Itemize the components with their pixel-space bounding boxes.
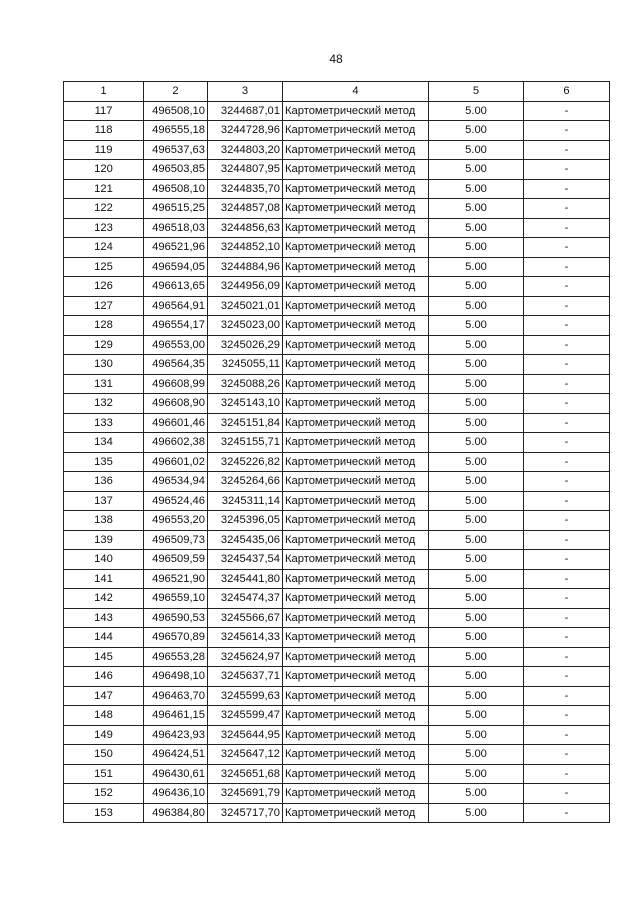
- table-row: [64, 647, 610, 667]
- table-row: [64, 433, 610, 453]
- description-cell: -: [524, 589, 610, 609]
- table-row: [64, 218, 610, 238]
- point-number-cell: 129: [64, 335, 144, 355]
- x-coordinate-cell: 496503,85: [144, 160, 208, 180]
- y-coordinate-cell: 3245437,54: [208, 550, 283, 570]
- description-cell: -: [524, 335, 610, 355]
- accuracy-cell: 5.00: [429, 238, 524, 258]
- point-number-cell: 132: [64, 394, 144, 414]
- x-coordinate-cell: 496424,51: [144, 745, 208, 765]
- y-coordinate-cell: 3245614,33: [208, 628, 283, 648]
- accuracy-cell: 5.00: [429, 335, 524, 355]
- point-number-cell: 146: [64, 667, 144, 687]
- y-coordinate-cell: 3244835,70: [208, 179, 283, 199]
- x-coordinate-cell: 496509,59: [144, 550, 208, 570]
- table-row: [64, 803, 610, 823]
- table-row: [64, 550, 610, 570]
- y-coordinate-cell: 3245021,01: [208, 296, 283, 316]
- accuracy-cell: 5.00: [429, 121, 524, 141]
- page-number: 48: [329, 52, 343, 66]
- description-cell: -: [524, 784, 610, 804]
- point-number-cell: 125: [64, 257, 144, 277]
- column-header-1: 1: [64, 82, 144, 102]
- table-row: [64, 686, 610, 706]
- description-cell: -: [524, 257, 610, 277]
- table-row: [64, 569, 610, 589]
- x-coordinate-cell: 496613,65: [144, 277, 208, 297]
- x-coordinate-cell: 496601,46: [144, 413, 208, 433]
- x-coordinate-cell: 496463,70: [144, 686, 208, 706]
- description-cell: -: [524, 121, 610, 141]
- method-cell: Картометрический метод: [283, 140, 429, 160]
- y-coordinate-cell: 3245143,10: [208, 394, 283, 414]
- y-coordinate-cell: 3245311,14: [208, 491, 283, 511]
- point-number-cell: 120: [64, 160, 144, 180]
- accuracy-cell: 5.00: [429, 374, 524, 394]
- description-cell: -: [524, 433, 610, 453]
- description-cell: -: [524, 452, 610, 472]
- point-number-cell: 149: [64, 725, 144, 745]
- point-number-cell: 152: [64, 784, 144, 804]
- y-coordinate-cell: 3245651,68: [208, 764, 283, 784]
- method-cell: Картометрический метод: [283, 335, 429, 355]
- method-cell: Картометрический метод: [283, 803, 429, 823]
- accuracy-cell: 5.00: [429, 667, 524, 687]
- point-number-cell: 138: [64, 511, 144, 531]
- y-coordinate-cell: 3245647,12: [208, 745, 283, 765]
- description-cell: -: [524, 667, 610, 687]
- table-row: [64, 238, 610, 258]
- accuracy-cell: 5.00: [429, 589, 524, 609]
- accuracy-cell: 5.00: [429, 179, 524, 199]
- point-number-cell: 124: [64, 238, 144, 258]
- method-cell: Картометрический метод: [283, 608, 429, 628]
- y-coordinate-cell: 3245088,26: [208, 374, 283, 394]
- x-coordinate-cell: 496594,05: [144, 257, 208, 277]
- method-cell: Картометрический метод: [283, 160, 429, 180]
- table-row: [64, 335, 610, 355]
- point-number-cell: 123: [64, 218, 144, 238]
- accuracy-cell: 5.00: [429, 355, 524, 375]
- method-cell: Картометрический метод: [283, 667, 429, 687]
- method-cell: Картометрический метод: [283, 511, 429, 531]
- point-number-cell: 135: [64, 452, 144, 472]
- description-cell: -: [524, 511, 610, 531]
- method-cell: Картометрический метод: [283, 121, 429, 141]
- point-number-cell: 119: [64, 140, 144, 160]
- table-row: [64, 355, 610, 375]
- description-cell: -: [524, 316, 610, 336]
- description-cell: -: [524, 745, 610, 765]
- table-row: [64, 413, 610, 433]
- point-number-cell: 153: [64, 803, 144, 823]
- y-coordinate-cell: 3244857,08: [208, 199, 283, 219]
- table-row: [64, 725, 610, 745]
- accuracy-cell: 5.00: [429, 296, 524, 316]
- description-cell: -: [524, 491, 610, 511]
- description-cell: -: [524, 803, 610, 823]
- y-coordinate-cell: 3245396,05: [208, 511, 283, 531]
- y-coordinate-cell: 3244807,95: [208, 160, 283, 180]
- table-row: [64, 101, 610, 121]
- table-row: [64, 452, 610, 472]
- point-number-cell: 133: [64, 413, 144, 433]
- table-row: [64, 199, 610, 219]
- point-number-cell: 121: [64, 179, 144, 199]
- description-cell: -: [524, 569, 610, 589]
- point-number-cell: 131: [64, 374, 144, 394]
- table-row: [64, 394, 610, 414]
- x-coordinate-cell: 496461,15: [144, 706, 208, 726]
- y-coordinate-cell: 3245566,67: [208, 608, 283, 628]
- x-coordinate-cell: 496521,96: [144, 238, 208, 258]
- description-cell: -: [524, 277, 610, 297]
- method-cell: Картометрический метод: [283, 101, 429, 121]
- column-header-4: 4: [283, 82, 429, 102]
- x-coordinate-cell: 496436,10: [144, 784, 208, 804]
- accuracy-cell: 5.00: [429, 725, 524, 745]
- description-cell: -: [524, 140, 610, 160]
- x-coordinate-cell: 496509,73: [144, 530, 208, 550]
- description-cell: -: [524, 686, 610, 706]
- table-row: [64, 667, 610, 687]
- method-cell: Картометрический метод: [283, 257, 429, 277]
- point-number-cell: 117: [64, 101, 144, 121]
- description-cell: -: [524, 725, 610, 745]
- x-coordinate-cell: 496498,10: [144, 667, 208, 687]
- description-cell: -: [524, 160, 610, 180]
- column-header-5: 5: [429, 82, 524, 102]
- table-row: [64, 472, 610, 492]
- method-cell: Картометрический метод: [283, 530, 429, 550]
- table-row: [64, 745, 610, 765]
- table-row: [64, 764, 610, 784]
- point-number-cell: 139: [64, 530, 144, 550]
- point-number-cell: 144: [64, 628, 144, 648]
- description-cell: -: [524, 472, 610, 492]
- accuracy-cell: 5.00: [429, 569, 524, 589]
- x-coordinate-cell: 496559,10: [144, 589, 208, 609]
- point-number-cell: 141: [64, 569, 144, 589]
- accuracy-cell: 5.00: [429, 277, 524, 297]
- method-cell: Картометрический метод: [283, 550, 429, 570]
- accuracy-cell: 5.00: [429, 628, 524, 648]
- table-row: [64, 277, 610, 297]
- point-number-cell: 128: [64, 316, 144, 336]
- table-row: [64, 160, 610, 180]
- table-row: [64, 296, 610, 316]
- method-cell: Картометрический метод: [283, 238, 429, 258]
- x-coordinate-cell: 496518,03: [144, 218, 208, 238]
- method-cell: Картометрический метод: [283, 686, 429, 706]
- y-coordinate-cell: 3245435,06: [208, 530, 283, 550]
- accuracy-cell: 5.00: [429, 160, 524, 180]
- method-cell: Картометрический метод: [283, 374, 429, 394]
- accuracy-cell: 5.00: [429, 413, 524, 433]
- y-coordinate-cell: 3245599,63: [208, 686, 283, 706]
- table-row: [64, 257, 610, 277]
- point-number-cell: 142: [64, 589, 144, 609]
- y-coordinate-cell: 3245026,29: [208, 335, 283, 355]
- accuracy-cell: 5.00: [429, 706, 524, 726]
- method-cell: Картометрический метод: [283, 394, 429, 414]
- x-coordinate-cell: 496423,93: [144, 725, 208, 745]
- x-coordinate-cell: 496515,25: [144, 199, 208, 219]
- x-coordinate-cell: 496601,02: [144, 452, 208, 472]
- method-cell: Картометрический метод: [283, 628, 429, 648]
- method-cell: Картометрический метод: [283, 725, 429, 745]
- description-cell: -: [524, 199, 610, 219]
- table-row: [64, 784, 610, 804]
- point-number-cell: 140: [64, 550, 144, 570]
- y-coordinate-cell: 3245055,11: [208, 355, 283, 375]
- method-cell: Картометрический метод: [283, 452, 429, 472]
- point-number-cell: 150: [64, 745, 144, 765]
- y-coordinate-cell: 3245155,71: [208, 433, 283, 453]
- y-coordinate-cell: 3245226,82: [208, 452, 283, 472]
- point-number-cell: 147: [64, 686, 144, 706]
- accuracy-cell: 5.00: [429, 745, 524, 765]
- y-coordinate-cell: 3244687,01: [208, 101, 283, 121]
- point-number-cell: 143: [64, 608, 144, 628]
- accuracy-cell: 5.00: [429, 803, 524, 823]
- x-coordinate-cell: 496508,10: [144, 179, 208, 199]
- y-coordinate-cell: 3244884,96: [208, 257, 283, 277]
- x-coordinate-cell: 496524,46: [144, 491, 208, 511]
- y-coordinate-cell: 3244956,09: [208, 277, 283, 297]
- description-cell: -: [524, 218, 610, 238]
- description-cell: -: [524, 608, 610, 628]
- column-header-2: 2: [144, 82, 208, 102]
- y-coordinate-cell: 3244852,10: [208, 238, 283, 258]
- accuracy-cell: 5.00: [429, 394, 524, 414]
- y-coordinate-cell: 3245151,84: [208, 413, 283, 433]
- accuracy-cell: 5.00: [429, 491, 524, 511]
- table-row: [64, 316, 610, 336]
- accuracy-cell: 5.00: [429, 452, 524, 472]
- accuracy-cell: 5.00: [429, 608, 524, 628]
- accuracy-cell: 5.00: [429, 647, 524, 667]
- description-cell: -: [524, 238, 610, 258]
- x-coordinate-cell: 496553,20: [144, 511, 208, 531]
- method-cell: Картометрический метод: [283, 413, 429, 433]
- x-coordinate-cell: 496590,53: [144, 608, 208, 628]
- description-cell: -: [524, 179, 610, 199]
- method-cell: Картометрический метод: [283, 569, 429, 589]
- x-coordinate-cell: 496608,99: [144, 374, 208, 394]
- point-number-cell: 145: [64, 647, 144, 667]
- accuracy-cell: 5.00: [429, 550, 524, 570]
- x-coordinate-cell: 496553,00: [144, 335, 208, 355]
- description-cell: -: [524, 530, 610, 550]
- x-coordinate-cell: 496608,90: [144, 394, 208, 414]
- description-cell: -: [524, 374, 610, 394]
- header-row: [64, 82, 610, 102]
- x-coordinate-cell: 496602,38: [144, 433, 208, 453]
- y-coordinate-cell: 3245599,47: [208, 706, 283, 726]
- point-number-cell: 130: [64, 355, 144, 375]
- y-coordinate-cell: 3245624,97: [208, 647, 283, 667]
- x-coordinate-cell: 496430,61: [144, 764, 208, 784]
- y-coordinate-cell: 3244728,96: [208, 121, 283, 141]
- table-row: [64, 140, 610, 160]
- table-row: [64, 608, 610, 628]
- point-number-cell: 122: [64, 199, 144, 219]
- method-cell: Картометрический метод: [283, 199, 429, 219]
- accuracy-cell: 5.00: [429, 530, 524, 550]
- method-cell: Картометрический метод: [283, 784, 429, 804]
- accuracy-cell: 5.00: [429, 764, 524, 784]
- table-row: [64, 589, 610, 609]
- point-number-cell: 134: [64, 433, 144, 453]
- description-cell: -: [524, 413, 610, 433]
- point-number-cell: 151: [64, 764, 144, 784]
- description-cell: -: [524, 101, 610, 121]
- description-cell: -: [524, 706, 610, 726]
- y-coordinate-cell: 3245474,37: [208, 589, 283, 609]
- method-cell: Картометрический метод: [283, 296, 429, 316]
- point-number-cell: 118: [64, 121, 144, 141]
- method-cell: Картометрический метод: [283, 316, 429, 336]
- method-cell: Картометрический метод: [283, 491, 429, 511]
- y-coordinate-cell: 3245023,00: [208, 316, 283, 336]
- description-cell: -: [524, 550, 610, 570]
- y-coordinate-cell: 3245717,70: [208, 803, 283, 823]
- accuracy-cell: 5.00: [429, 433, 524, 453]
- x-coordinate-cell: 496508,10: [144, 101, 208, 121]
- y-coordinate-cell: 3245691,79: [208, 784, 283, 804]
- y-coordinate-cell: 3244856,63: [208, 218, 283, 238]
- method-cell: Картометрический метод: [283, 706, 429, 726]
- accuracy-cell: 5.00: [429, 472, 524, 492]
- table-row: [64, 511, 610, 531]
- method-cell: Картометрический метод: [283, 745, 429, 765]
- x-coordinate-cell: 496554,17: [144, 316, 208, 336]
- method-cell: Картометрический метод: [283, 355, 429, 375]
- column-header-3: 3: [208, 82, 283, 102]
- table-row: [64, 706, 610, 726]
- x-coordinate-cell: 496521,90: [144, 569, 208, 589]
- x-coordinate-cell: 496564,91: [144, 296, 208, 316]
- accuracy-cell: 5.00: [429, 199, 524, 219]
- x-coordinate-cell: 496537,63: [144, 140, 208, 160]
- table-header: [64, 82, 610, 102]
- description-cell: -: [524, 628, 610, 648]
- method-cell: Картометрический метод: [283, 179, 429, 199]
- accuracy-cell: 5.00: [429, 316, 524, 336]
- y-coordinate-cell: 3245644,95: [208, 725, 283, 745]
- method-cell: Картометрический метод: [283, 589, 429, 609]
- x-coordinate-cell: 496564,35: [144, 355, 208, 375]
- accuracy-cell: 5.00: [429, 511, 524, 531]
- y-coordinate-cell: 3245264,66: [208, 472, 283, 492]
- x-coordinate-cell: 496570,89: [144, 628, 208, 648]
- x-coordinate-cell: 496534,94: [144, 472, 208, 492]
- point-number-cell: 127: [64, 296, 144, 316]
- table-row: [64, 179, 610, 199]
- accuracy-cell: 5.00: [429, 140, 524, 160]
- table-row: [64, 491, 610, 511]
- description-cell: -: [524, 764, 610, 784]
- x-coordinate-cell: 496553,28: [144, 647, 208, 667]
- table-row: [64, 628, 610, 648]
- y-coordinate-cell: 3245441,80: [208, 569, 283, 589]
- point-number-cell: 126: [64, 277, 144, 297]
- point-number-cell: 137: [64, 491, 144, 511]
- method-cell: Картометрический метод: [283, 433, 429, 453]
- point-number-cell: 148: [64, 706, 144, 726]
- description-cell: -: [524, 355, 610, 375]
- x-coordinate-cell: 496555,18: [144, 121, 208, 141]
- accuracy-cell: 5.00: [429, 257, 524, 277]
- table-row: [64, 530, 610, 550]
- y-coordinate-cell: 3245637,71: [208, 667, 283, 687]
- method-cell: Картометрический метод: [283, 218, 429, 238]
- method-cell: Картометрический метод: [283, 472, 429, 492]
- table-row: [64, 374, 610, 394]
- accuracy-cell: 5.00: [429, 686, 524, 706]
- x-coordinate-cell: 496384,80: [144, 803, 208, 823]
- method-cell: Картометрический метод: [283, 277, 429, 297]
- method-cell: Картометрический метод: [283, 647, 429, 667]
- coordinates-table: [63, 81, 610, 823]
- description-cell: -: [524, 394, 610, 414]
- description-cell: -: [524, 647, 610, 667]
- column-header-6: 6: [524, 82, 610, 102]
- table-row: [64, 121, 610, 141]
- method-cell: Картометрический метод: [283, 764, 429, 784]
- accuracy-cell: 5.00: [429, 784, 524, 804]
- point-number-cell: 136: [64, 472, 144, 492]
- accuracy-cell: 5.00: [429, 101, 524, 121]
- y-coordinate-cell: 3244803,20: [208, 140, 283, 160]
- accuracy-cell: 5.00: [429, 218, 524, 238]
- table-body: [64, 101, 610, 823]
- description-cell: -: [524, 296, 610, 316]
